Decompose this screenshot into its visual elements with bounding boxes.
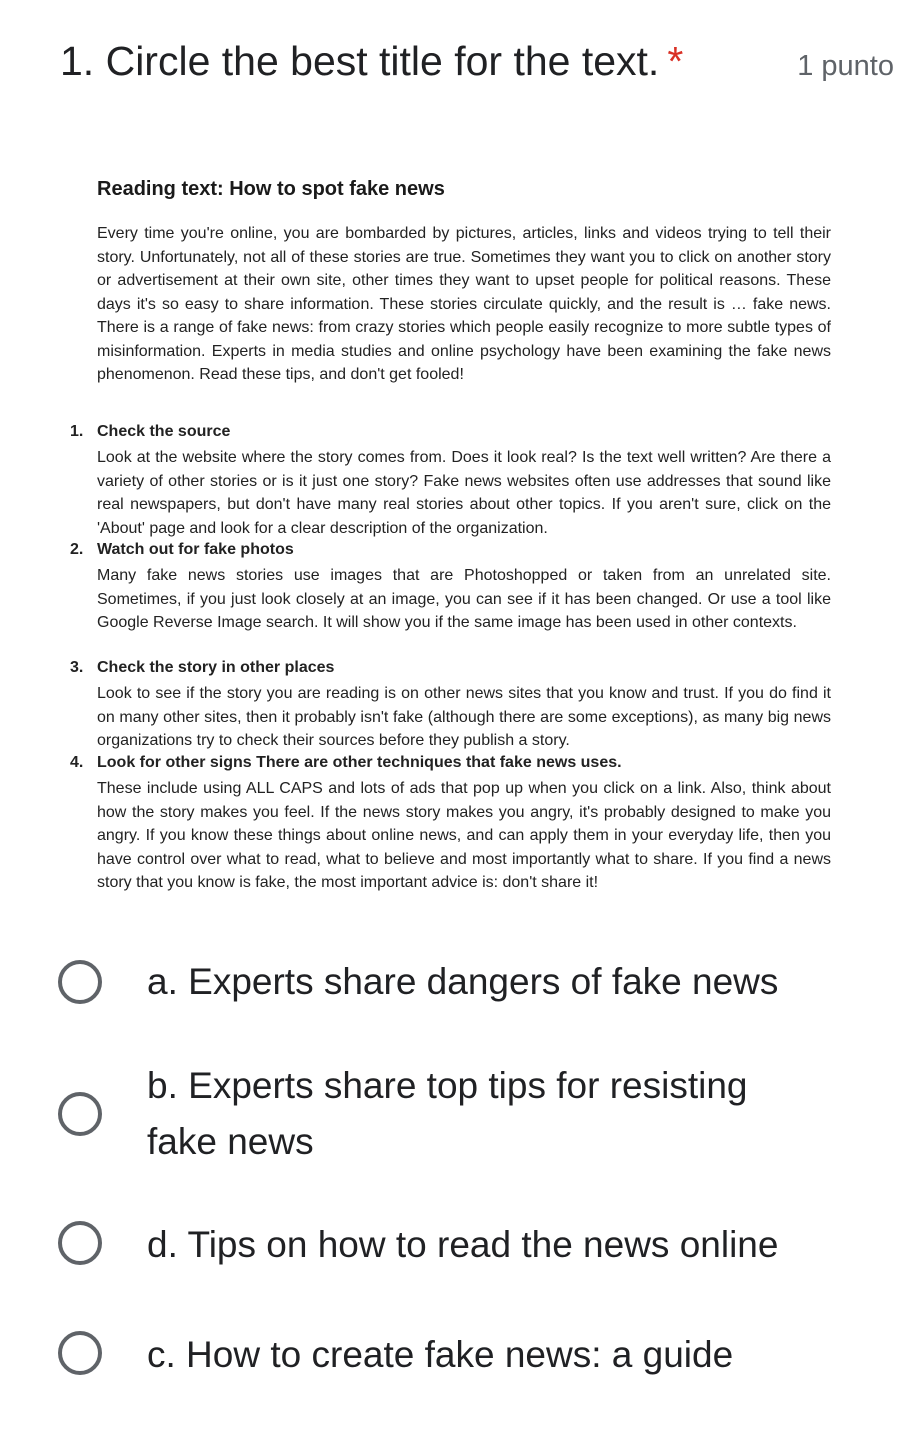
radio-button-icon[interactable] bbox=[58, 960, 102, 1004]
option-a[interactable] bbox=[58, 954, 858, 1010]
tip-heading: Check the source bbox=[97, 423, 231, 440]
question-title bbox=[60, 38, 683, 85]
tip-number: 1. bbox=[70, 423, 84, 440]
tip-body: Look to see if the story you are reading is on other news sites that you know and trust. If you do find it on many other sites, then it probably isn't fake (although there are some exceptions), as many big news organizations try to check their sources before they publish a story. bbox=[97, 685, 831, 749]
reading-text-image bbox=[60, 178, 840, 918]
tip-heading: Check the story in other places bbox=[97, 659, 335, 676]
required-asterisk: * bbox=[667, 38, 684, 84]
reading-intro: Every time you're online, you are bombarded by pictures, articles, links and videos trying to tell their story. Unfortunately, not all of these stories are true. Sometimes they want you to click on another story or advertisement at their own site, other times they want to upset people for political reasons. These days it's so easy to share information. These stories circulate quickly, and the result is … fake news. There is a range of fake news: from crazy stories which people easily recognize to more subtle types of misinformation. Experts in media studies and online psychology have been examining the fake news phenomenon. Read these tips, and don't get fooled! bbox=[97, 225, 831, 383]
tip-number: 4. bbox=[70, 754, 84, 771]
option-d[interactable] bbox=[58, 1217, 858, 1273]
option-label: b. Experts share top tips for resisting fake news bbox=[147, 1065, 748, 1162]
tip-heading: Look for other signs There are other techniques that fake news uses. bbox=[97, 754, 622, 771]
radio-button-icon[interactable] bbox=[58, 1221, 102, 1265]
option-label: c. How to create fake news: a guide bbox=[147, 1334, 734, 1375]
question-title-text: 1. Circle the best title for the text. bbox=[60, 38, 660, 84]
tip-heading: Watch out for fake photos bbox=[97, 541, 294, 558]
radio-button-icon[interactable] bbox=[58, 1331, 102, 1375]
tip-body: Many fake news stories use images that are Photoshopped or taken from an unrelated site. Sometimes, if you just look closely at an image, you can see if it has been changed. Or use a tool like Google Reverse Image search. It will show you if the same image has been used in other contexts. bbox=[97, 567, 831, 631]
question-points: 1 punto bbox=[797, 50, 894, 82]
tip-number: 3. bbox=[70, 659, 84, 676]
option-b[interactable] bbox=[58, 1058, 858, 1170]
tip-body: These include using ALL CAPS and lots of ads that pop up when you click on a link. Also, think about how the story makes you feel. If the news story makes you angry, it's probably designed to make you angry. If you know these things about online news, and can apply them in your everyday life, then you have control over what to read, what to believe and most importantly what to share. If you find a news story that you know is fake, the most important advice is: don't share it! bbox=[97, 780, 831, 891]
tip-body: Look at the website where the story comes from. Does it look real? Is the text well written? Are there a variety of other stories or is it just one story? Fake news websites often use addresses that sound like real newspapers, but don't have many real stories about other topics. If you aren't sure, click on the 'About' page and look for a clear description of the organization. bbox=[97, 449, 831, 537]
option-label: d. Tips on how to read the news online bbox=[147, 1224, 779, 1265]
radio-button-icon[interactable] bbox=[58, 1092, 102, 1136]
tip-number: 2. bbox=[70, 541, 84, 558]
option-c[interactable] bbox=[58, 1327, 858, 1383]
option-label: a. Experts share dangers of fake news bbox=[147, 961, 779, 1002]
question-header bbox=[60, 38, 894, 108]
reading-title: Reading text: How to spot fake news bbox=[97, 178, 445, 200]
